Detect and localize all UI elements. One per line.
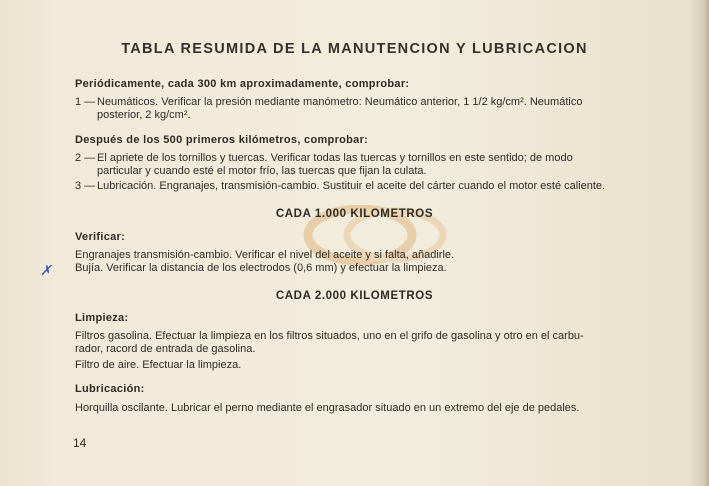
text-line: rador, racord de entrada de gasolina. bbox=[75, 343, 256, 355]
list-item bbox=[75, 152, 655, 178]
page-spine-shadow bbox=[703, 0, 709, 486]
handwritten-mark: ✗ bbox=[40, 262, 52, 278]
item-line: El apriete de los tornillos y tuercas. Verificar todas las tuercas y tornillos en este sentido; de modo bbox=[97, 152, 573, 164]
section1-heading: Periódicamente, cada 300 km aproximadamente, comprobar: bbox=[75, 78, 410, 90]
item-number: 1 — bbox=[75, 96, 96, 108]
list-item bbox=[75, 180, 655, 193]
section4-subheading: Limpieza: bbox=[75, 312, 129, 324]
section4-heading: CADA 2.000 KILOMETROS bbox=[275, 290, 434, 302]
item-text bbox=[97, 96, 655, 122]
item-text bbox=[97, 180, 655, 193]
section5-subheading: Lubricación: bbox=[75, 383, 145, 395]
item-number: 2 — bbox=[75, 152, 96, 164]
text-line: Engranajes transmisión-cambio. Verificar el nivel del aceite y si falta, añadirle. bbox=[75, 249, 455, 261]
text-line: Filtros gasolina. Efectuar la limpieza en los filtros situados, uno en el grifo de gasolina y otro en el carbu- bbox=[75, 330, 584, 342]
page-title: TABLA RESUMIDA DE LA MANUTENCION Y LUBRICACION bbox=[121, 41, 588, 57]
list-item bbox=[75, 96, 655, 122]
item-line: Neumáticos. Verificar la presión mediante manómetro: Neumático anterior, 1 1/2 kg/cm². Neumático bbox=[97, 96, 583, 108]
item-line: posterior, 2 kg/cm². bbox=[97, 109, 191, 121]
section3-subheading: Verificar: bbox=[75, 231, 126, 243]
text-line: Filtro de aire. Efectuar la limpieza. bbox=[75, 359, 242, 371]
section3-heading: CADA 1.000 KILOMETROS bbox=[275, 208, 434, 220]
item-line: particular y cuando esté el motor frío, las tuercas que fijan la culata. bbox=[97, 165, 427, 177]
section2-heading: Después de los 500 primeros kilómetros, comprobar: bbox=[75, 134, 369, 146]
item-line: Lubricación. Engranajes, transmisión-cambio. Sustituir el aceite del cárter cuando el motor esté caliente. bbox=[97, 180, 606, 192]
text-line: Horquilla oscilante. Lubricar el perno mediante el engrasador situado en un extremo del eje de pedales. bbox=[75, 402, 580, 414]
item-text bbox=[97, 152, 655, 178]
item-number: 3 — bbox=[75, 180, 96, 192]
page-number: 14 bbox=[73, 436, 87, 450]
text-line: Bujía. Verificar la distancia de los electrodos (0,6 mm) y efectuar la limpieza. bbox=[75, 262, 447, 274]
